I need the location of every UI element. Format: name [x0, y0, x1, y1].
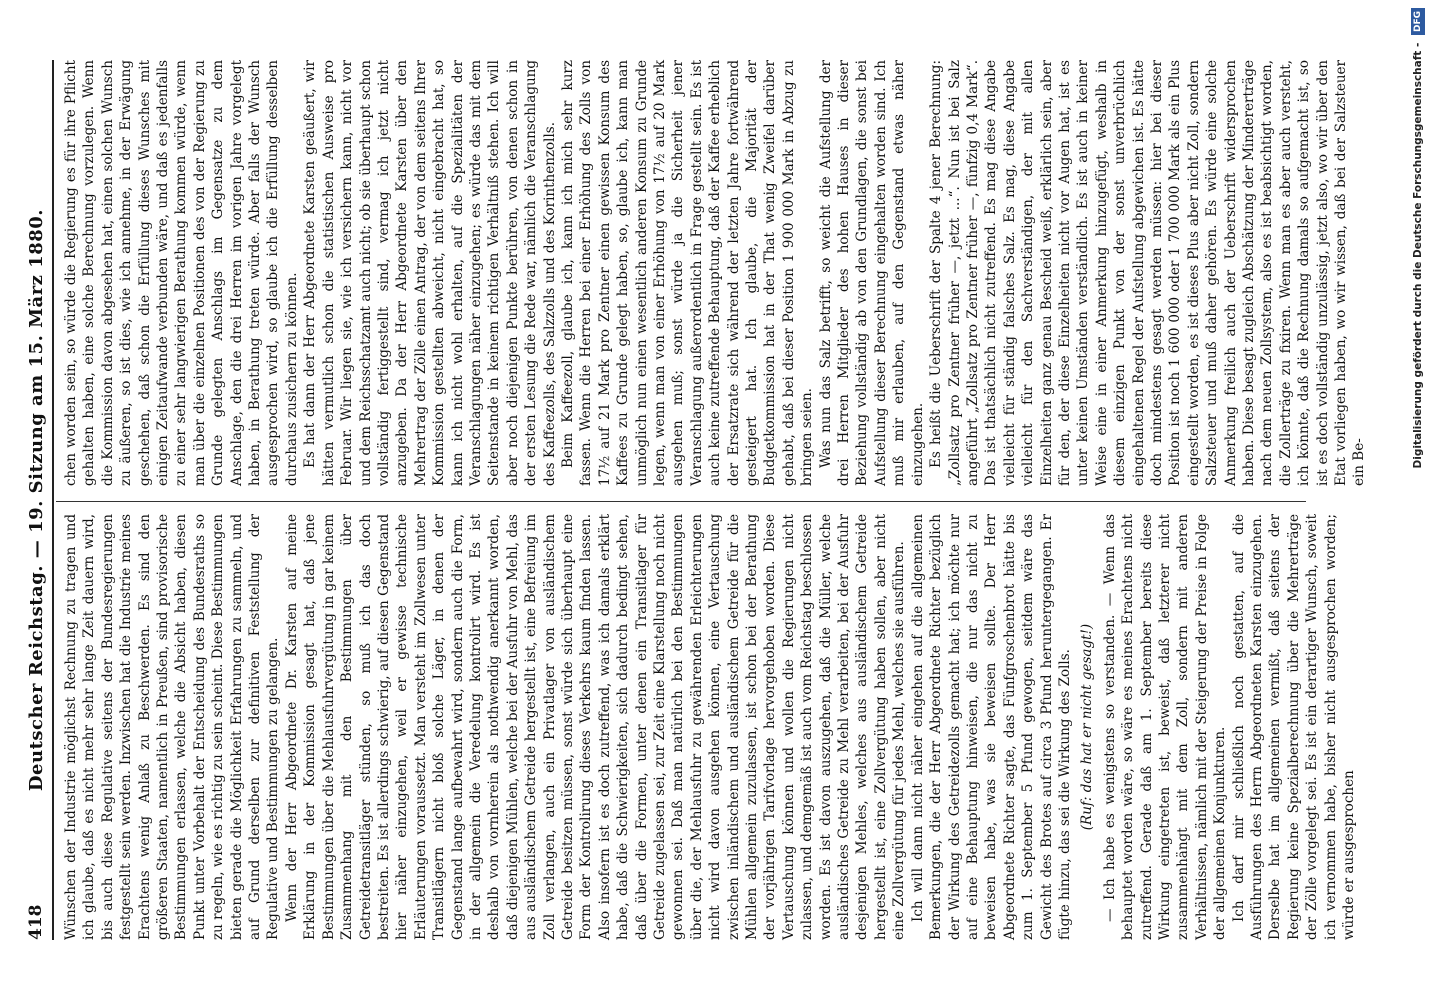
paragraph: Es heißt die Ueberschrift der Spalte 4 jener Berechnung: „Zollsatz pro Zentner früher —, jetzt ...“. Nun ist bei Salz angeführt „Zollsatz pro Zentner früher —, fünfzig 0,4 Mark“. Das ist thatsächlich nicht zutreffend. Es mag diese Angabe vielleicht für ständig falsches Salz. Es mag, diese Angabe vielleicht für den Sachverständigen, der mit allen Einzelheiten ganz genau Bescheid weiß, erklärlich sein, aber für den, der diese Einzelheiten nicht vor Augen hat, ist es unter keinen Umständen verständlich. Es ist auch in keiner Weise eine in einer Anmerkung hinzugefügt, weshalb in diesem einzigen Punkt von der sonst unverbrüchlich eingehaltenen Regel der Aufstellung abgewichen ist. Es hätte doch mindestens gesagt werden müssen: hier bei dieser Position ist noch 1 600 000 oder 1 700 000 Mark als ein Plus eingestellt worden, es ist dieses Plus aber nicht Zoll, sondern Salzsteuer und muß daher gehören. Es würde eine solche Anmerkung freilich auch der Ueberschrift widersprochen haben. Diese besagt zugleich Abschätzung der Mindererträge nach dem neuen Zollsystem, also es ist beabsichtigt worden, die Zollerträge zu fixiren. Wenn man es aber auch versteht, ich könnte, daß die Rechnung damals so aufgemacht ist, so ist es doch vollständig unzulässig, jetzt also, wo wir über den Etat vorliegen haben, wo wir wissen, daß bei der Salzsteuer ein Be-	[928, 60, 1368, 486]
paragraph: — Ich habe es wenigstens so verstanden. — Wenn das behauptet worden wäre, so wäre es meines Erachtens nicht zutreffend. Gerade daß am 1. September bereits diese Wirkung eingetreten ist, beweist, daß letzterer nicht zusammenhängt mit dem Zoll, sondern mit anderen Verhältnissen, nämlich mit der Steigerung der Preise in Folge der allgemeinen Konjunkturen.	[1101, 514, 1229, 940]
dfg-logo: DFG	[1411, 8, 1425, 35]
right-column	[62, 60, 1368, 486]
interjection: (Ruf: das hat er nicht gesagt!)	[1079, 623, 1096, 831]
page-number: 418	[26, 904, 46, 940]
paragraph: Wenn der Herr Abgeordnete Dr. Karsten auf meine Erklärung in der Kommission gesagt hat, daß jene Bestimmungen über die Mehlausfuhrvergütung in gar keinem Zusammenhang mit den Bestimmungen über Getreidetransitläger stünden, so muß ich das doch bestreiten. Es ist allerdings schwierig, auf diesen Gegenstand hier näher einzugehen, weil er gewisse technische Erläuterungen voraussetzt. Man versteht im Zollwesen unter Transitlägern nicht bloß solche Läger, in denen der Gegenstand lange aufbewahrt wird, sondern auch die Form, in der allgemein die Veredelung kontrolirt wird. Es ist deshalb von vornherein als nothwendig anerkannt worden, daß diejenigen Mühlen, welche bei der Ausfuhr von Mehl, das aus ausländischem Getreide hergestellt ist, eine Befreiung im Zoll verlangen, auch ein Privatlager von ausländischem Getreide besitzen müssen, sonst würde sich überhaupt eine Form der Kontrolirung dieses Verkehrs kaum finden lassen. Also insofern ist es doch zutreffend, was ich damals erklärt habe, daß die Schwierigkeiten, sich dadurch bedingt sehen, daß über die Formen, unter denen ein Transitlager für Getreide zugelassen sei, zur Zeit eine Klarstellung noch nicht gewonnen sei. Daß man natürlich bei den Bestimmungen über die, der Mehlausfuhr zu gewährenden Erleichterungen nicht wird davon ausgehen können, eine Vertauschung zwischen inländischem und ausländischem Getreide für die Mühlen allgemein zuzulassen, ist schon bei der Berathung der vorjährigen Tarifvorlage hervorgehoben worden. Diese Vertauschung können und wollen die Regierungen nicht zulassen, und demgemäß ist auch vom Reichstag beschlossen worden. Es ist davon auszugehen, daß die Müller, welche ausländisches Getreide zu Mehl verarbeiten, bei der Ausfuhr desjenigen Mehles, welches aus ausländischem Getreide hergestellt ist, eine Zollvergütung haben sollen, aber nicht eine Zollvergütung für jedes Mehl, welches sie ausführen.	[283, 514, 908, 940]
digitization-credit	[1406, 8, 1430, 992]
paragraph: Ich darf mir schließlich noch gestatten, auf die Ausführungen des Herrn Abgeordneten Karsten einzugehen. Derselbe hat im allgemeinen vermißt, daß seitens der Regierung keine Spezialberechnung über die Mehrerträge der Zölle vorgelegt sei. Es ist ein derartiger Wunsch, soweit ich vernommen habe, bisher nicht ausgesprochen worden; würde er ausgesprochen	[1230, 514, 1358, 940]
paragraph: Wünschen der Industrie möglichst Rechnung zu tragen und ich glaube, daß es nicht mehr sehr lange Zeit dauern wird, bis auch diese Regulative seitens der Bundesregierungen festgestellt sein werden. Inzwischen hat die Industrie meines Erachtens wenig Anlaß zu Beschwerden. Es sind den größeren Staaten, namentlich in Preußen, sind provisorische Bestimmungen erlassen, welche die Absicht haben, diesen Punkt unter Vorbehalt der Entscheidung des Bundesraths so zu regeln, wie es richtig zu sein scheint. Diese Bestimmungen bieten gerade die Möglichkeit Erfahrungen zu sammeln, und auf Grund derselben zur definitiven Feststellung der Regulative und Bestimmungen zu gelangen.	[63, 514, 282, 940]
running-head: Deutscher Reichstag. — 19. Sitzung am 15. März 1880.	[26, 208, 47, 792]
left-column	[62, 514, 1358, 940]
paragraph: Ich will dann nicht näher eingehen auf die allgemeinen Bemerkungen, die der Herr Abgeordnete Richter bezüglich der Wirkung des Getreidezolls gemacht hat; ich möchte nur auf eine Behauptung hinweisen, die nur das nicht zu beweisen habe, was sie beweisen sollte. Der Herr Abgeordnete Richter sagte, das Fünfgroschenbrot hätte bis zum 1. September 5 Pfund gewogen, seitdem wäre das Gewicht des Brotes auf circa 3 Pfund heruntergegangen. Er fügte hinzu, das sei die Wirkung des Zolls.	[909, 514, 1073, 940]
paragraph: Was nun das Salz betrifft, so weicht die Aufstellung der drei Herren Mitglieder des hohen Hauses in dieser Beziehung vollständig ab von den Grundlagen, die sonst bei Aufstellung dieser Berechnung eingehalten worden sind. Ich muß mir erlauben, auf den Gegenstand etwas näher einzugehen.	[817, 60, 926, 486]
paragraph: Es hat dann der Herr Abgeordnete Karsten geäußert, wir hätten vermutlich schon die statistischen Ausweise pro Februar. Wir liegen sie, wie ich versichern kann, nicht vor und dem Reichsschatzamt auch nicht; ob sie überhaupt schon vollständig fertiggestellt sind, vermag ich jetzt nicht anzugeben. Da der Herr Abgeordnete Karsten über den Mehrertrag der Zölle einen Antrag, der von dem seitens Ihrer Kommission gestellten abweicht, nicht eingebracht hat, so kann ich nicht wohl erhalten, auf die Spezialitäten der Veranschlagungen näher einzugehen; es würde das mit dem Seitenstande in keinem richtigen Verhältniß stehen. Ich will aber noch diejenigen Punkte berühren, von denen schon in der ersten Lesung die Rede war, nämlich die Veranschlagung des Kaffeezolls, des Salzzolls und des Korinthenzolls.	[302, 60, 558, 486]
column-divider	[56, 501, 1306, 502]
paragraph: Beim Kaffeezoll, glaube ich, kann ich mich sehr kurz fassen. Wenn die Herren bei einer Erhöhung des Zolls von 17½ auf 21 Mark pro Zentner einen gewissen Konsum des Kaffees zu Grunde gelegt haben, so, glaube ich, kann man unmöglich nun einen wesentlich anderen Konsum zu Grunde legen, wenn man von einer Erhöhung von 17½ auf 20 Mark ausgehen muß; sonst würde ja die Sicherheit jener Veranschlagung außerordentlich in Frage gestellt sein. Es ist auch keine zutreffende Behauptung, daß der Kaffee erheblich der Ersatzrate sich während der letzten Jahre fortwährend gesteigert hat. Ich glaube, die Majorität der Budgetkommission hat in der That wenig Zweifel darüber gehabt, daß bei dieser Position 1 900 000 Mark in Abzug zu bringen seien.	[559, 60, 816, 486]
credit-text: Digitalisierung gefördert durch die Deutsche Forschungsgemeinschaft -	[1412, 42, 1424, 469]
paragraph: chen worden sein, so würde die Regierung es für ihre Pflicht gehalten haben, eine solche Berechnung vorzulegen. Wenn die Kommission davon abgesehen hat, einen solchen Wunsch zu äußeren, so ist dies, wie ich annehme, in der Erwägung geschehen, daß schon die Erfüllung dieses Wunsches mit einigen Zeitaufwande verbunden wäre, und daß es jedenfalls zu einer sehr langwierigen Berathung kommen würde, wenn man über die einzelnen Positionen des von der Regierung zu Grunde gelegten Anschlags im Gegensatze zu dem Anschlage, den die drei Herren im vorigen Jahre vorgelegt haben, in Berathung treten würde. Aber falls der Wunsch ausgesprochen wird, so glaube ich die Erfüllung desselben durchaus zusichern zu können.	[63, 60, 300, 486]
page-header	[26, 60, 54, 940]
